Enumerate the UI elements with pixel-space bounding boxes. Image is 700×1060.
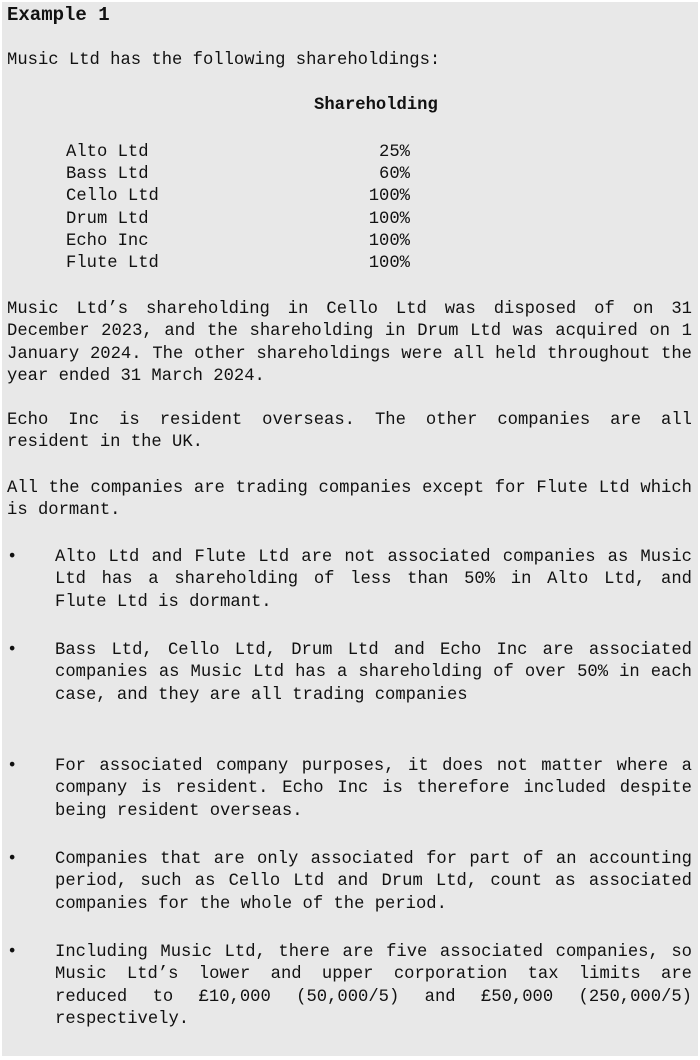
table-row — [2, 186, 698, 208]
list-item — [7, 547, 692, 614]
shareholding-percent: 100% — [368, 232, 410, 251]
paragraph-disposal-acquisition: Music Ltd’s shareholding in Cello Ltd was disposed of on 31 December 2023, and the shareholding in Drum Ltd was acquired on 1 January 2024. The other shareholdings were all held throughout the year ended 31 March 2024. — [7, 300, 692, 387]
bullet-symbol: • — [7, 757, 18, 776]
table-row — [2, 142, 698, 164]
table-row — [2, 253, 698, 275]
shareholding-percent: 25% — [379, 143, 410, 162]
list-item — [7, 756, 692, 823]
bullet-text: Alto Ltd and Flute Ltd are not associated companies as Music Ltd has a shareholding of less than 50% in Alto Ltd, and Flute Ltd is dormant. — [55, 548, 692, 612]
company-name: Drum Ltd — [66, 210, 149, 229]
list-item — [7, 640, 692, 707]
company-name: Alto Ltd — [66, 143, 149, 162]
shareholding-percent: 100% — [368, 254, 410, 273]
intro-text: Music Ltd has the following shareholdings: — [7, 51, 441, 70]
table-row — [2, 209, 698, 231]
bullet-text: Bass Ltd, Cello Ltd, Drum Ltd and Echo Inc are associated companies as Music Ltd has a shareholding of over 50% in each case, and they are all trading companies — [55, 641, 692, 705]
company-name: Bass Ltd — [66, 165, 149, 184]
table-row — [2, 164, 698, 186]
bullet-symbol: • — [7, 641, 18, 660]
paragraph-trading-status: All the companies are trading companies except for Flute Ltd which is dormant. — [7, 479, 692, 521]
shareholding-column-header: Shareholding — [314, 96, 438, 115]
table-row — [2, 231, 698, 253]
bullet-text: Including Music Ltd, there are five associated companies, so Music Ltd’s lower and upper corporation tax limits are reduced to £10,000 (50,000/5) and £50,000 (250,000/5) respectively. — [55, 943, 692, 1030]
shareholding-percent: 100% — [368, 187, 410, 206]
company-name: Cello Ltd — [66, 187, 159, 206]
shareholding-percent: 100% — [368, 210, 410, 229]
bullet-symbol: • — [7, 548, 18, 567]
bullet-text: Companies that are only associated for part of an accounting period, such as Cello Ltd and Drum Ltd, count as associated companies for the whole of the period. — [55, 850, 692, 914]
company-name: Echo Inc — [66, 232, 149, 251]
list-item — [7, 942, 692, 1032]
bullet-symbol: • — [7, 943, 18, 962]
bullet-symbol: • — [7, 850, 18, 869]
paragraph-residence: Echo Inc is resident overseas. The other companies are all resident in the UK. — [7, 411, 692, 453]
bullet-text: For associated company purposes, it does not matter where a company is resident. Echo Inc is therefore included despite being resident overseas. — [55, 757, 692, 821]
list-item — [7, 849, 692, 916]
document-page — [2, 2, 698, 1056]
example-title: Example 1 — [7, 4, 110, 26]
company-name: Flute Ltd — [66, 254, 159, 273]
shareholding-percent: 60% — [379, 165, 410, 184]
